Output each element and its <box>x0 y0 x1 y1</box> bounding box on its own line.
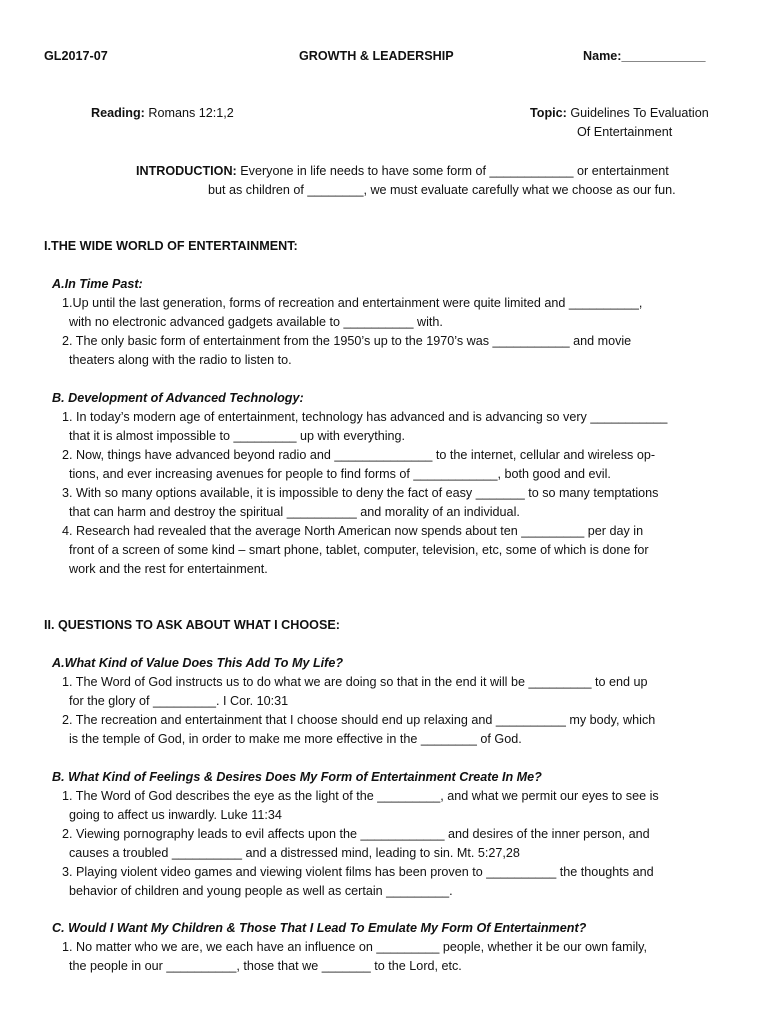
section-2b-line: 3. Playing violent video games and viewing violent films has been proven to __________ the thoughts and <box>62 865 654 879</box>
section-1b-line: front of a screen of some kind – smart phone, tablet, computer, television, etc, some of which is done for <box>69 543 649 557</box>
section-1-heading: I.THE WIDE WORLD OF ENTERTAINMENT: <box>44 239 298 253</box>
section-1b-line: that it is almost impossible to _________ up with everything. <box>69 429 406 443</box>
section-1b-line: 2. Now, things have advanced beyond radio and ______________ to the internet, cellular and wireless op- <box>62 448 656 462</box>
section-1a-line: 2. The only basic form of entertainment from the 1950’s up to the 1970’s was ___________ and movie <box>62 334 632 348</box>
section-1b-line: work and the rest for entertainment. <box>69 562 268 576</box>
section-1b-heading: B. Development of Advanced Technology: <box>52 391 304 405</box>
section-2c-heading: C. Would I Want My Children & Those That I Lead To Emulate My Form Of Entertainment? <box>52 921 587 935</box>
section-1b-line: tions, and ever increasing avenues for people to find forms of ____________, both good and evil. <box>69 467 611 481</box>
intro-text-1: Everyone in life needs to have some form of ____________ or entertainment <box>236 164 669 178</box>
section-2b-line: 1. The Word of God describes the eye as the light of the _________, and what we permit our eyes to see is <box>62 789 659 803</box>
topic-line <box>530 104 709 123</box>
section-1a-line: with no electronic advanced gadgets available to __________ with. <box>69 315 443 329</box>
section-1a-heading: A.In Time Past: <box>52 277 143 291</box>
intro-line-1 <box>136 162 669 181</box>
topic-value: Guidelines To Evaluation <box>566 106 709 120</box>
section-2a-line: 1. The Word of God instructs us to do what we are doing so that in the end it will be _________ to end up <box>62 675 648 689</box>
section-2b-line: behavior of children and young people as well as certain _________. <box>69 884 453 898</box>
section-1a-line: 1.Up until the last generation, forms of recreation and entertainment were quite limited and __________, <box>62 296 643 310</box>
reading-label: Reading: <box>91 106 145 120</box>
section-2a-line: is the temple of God, in order to make me more effective in the ________ of God. <box>69 732 522 746</box>
section-1b-line: 3. With so many options available, it is impossible to deny the fact of easy _______ to so many temptations <box>62 486 659 500</box>
document-code: GL2017-07 <box>44 49 108 63</box>
intro-label: INTRODUCTION: <box>136 164 237 178</box>
section-2c-line: 1. No matter who we are, we each have an influence on _________ people, whether it be our own family, <box>62 940 648 954</box>
topic-label: Topic: <box>530 106 567 120</box>
section-1a-line: theaters along with the radio to listen to. <box>69 353 292 367</box>
intro-line-2: but as children of ________, we must evaluate carefully what we choose as our fun. <box>208 183 676 197</box>
section-1b-line: that can harm and destroy the spiritual __________ and morality of an individual. <box>69 505 520 519</box>
section-2b-line: causes a troubled __________ and a distressed mind, leading to sin. Mt. 5:27,28 <box>69 846 520 860</box>
topic-line-2: Of Entertainment <box>577 125 673 139</box>
section-2b-line: 2. Viewing pornography leads to evil affects upon the ____________ and desires of the inner person, and <box>62 827 650 841</box>
section-2a-line: 2. The recreation and entertainment that I choose should end up relaxing and __________ my body, which <box>62 713 656 727</box>
section-2a-heading: A.What Kind of Value Does This Add To My Life? <box>52 656 344 670</box>
section-2b-line: going to affect us inwardly. Luke 11:34 <box>69 808 282 822</box>
reading-value: Romans 12:1,2 <box>144 106 234 120</box>
section-2c-line: the people in our __________, those that we _______ to the Lord, etc. <box>69 959 462 973</box>
reading-line <box>91 104 234 123</box>
section-2b-heading: B. What Kind of Feelings & Desires Does My Form of Entertainment Create In Me? <box>52 770 542 784</box>
document-title: GROWTH & LEADERSHIP <box>299 49 454 63</box>
name-field-label: Name:____________ <box>583 49 706 63</box>
section-1b-line: 4. Research had revealed that the average North American now spends about ten _________ per day in <box>62 524 644 538</box>
section-1b-line: 1. In today’s modern age of entertainment, technology has advanced and is advancing so very ___________ <box>62 410 668 424</box>
section-2a-line: for the glory of _________. I Cor. 10:31 <box>69 694 289 708</box>
section-2-heading: II. QUESTIONS TO ASK ABOUT WHAT I CHOOSE: <box>44 618 340 632</box>
